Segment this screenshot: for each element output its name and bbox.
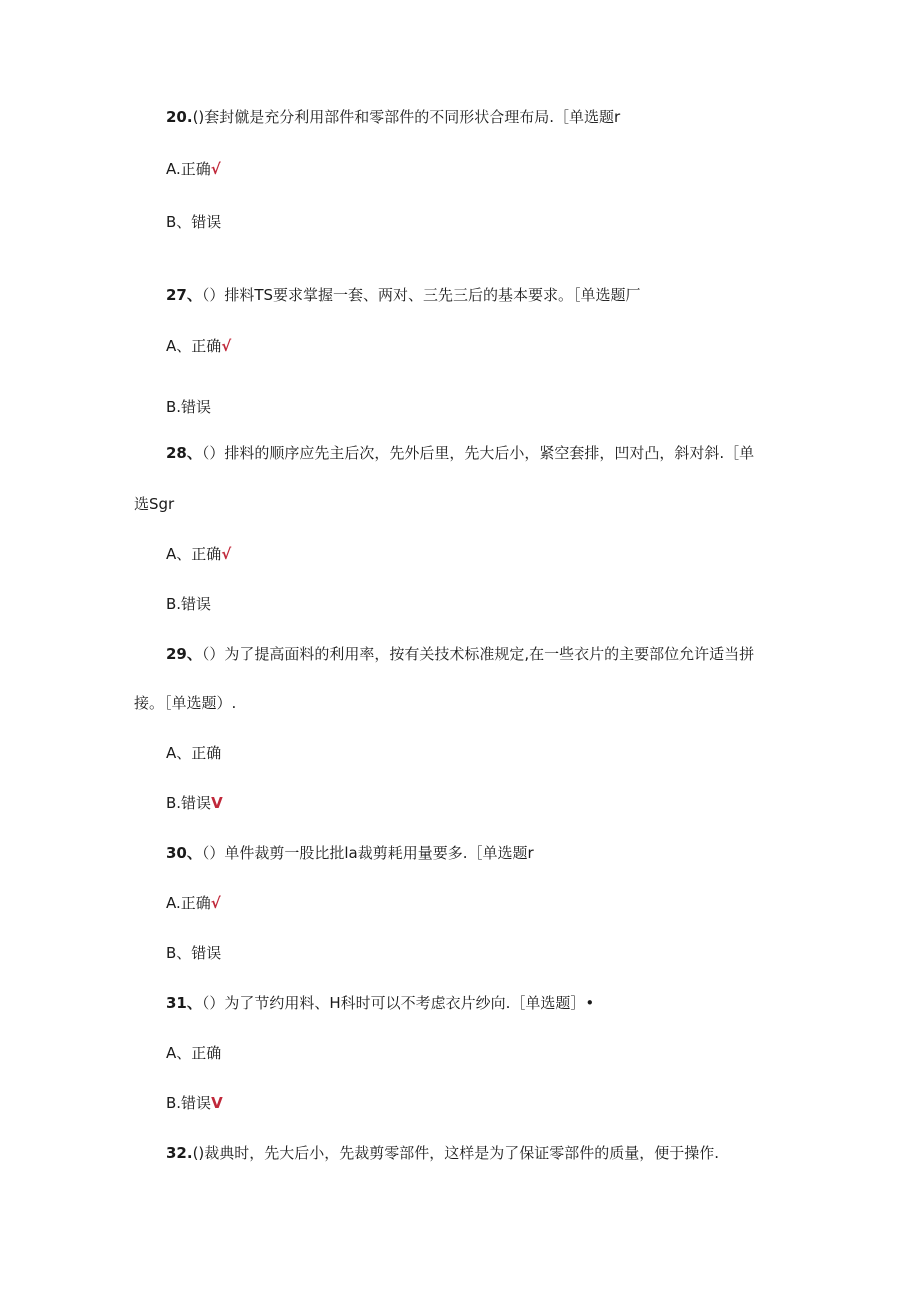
question-number: 32.	[166, 1144, 193, 1162]
option-b	[166, 1092, 223, 1114]
option-label: B.错误	[166, 794, 212, 812]
question-number: 31、	[166, 994, 202, 1012]
option-b	[166, 396, 211, 418]
option-b	[166, 211, 221, 233]
answer-check-mark: √	[210, 160, 221, 178]
question-text: ()套封僦是充分利用部件和零部件的不同形状合理布局.［单选题r	[192, 108, 621, 126]
option-label: A、正确	[166, 545, 222, 563]
option-b	[166, 942, 221, 964]
option-b	[166, 792, 223, 814]
question-27	[166, 284, 641, 306]
answer-check-mark: √	[221, 545, 232, 563]
answer-check-mark: V	[211, 794, 223, 812]
question-number: 20.	[166, 108, 193, 126]
option-a	[166, 543, 231, 565]
option-label: B、错误	[166, 944, 222, 962]
question-29	[166, 643, 754, 665]
question-text: （）单件裁剪一股比批la裁剪耗用量要多.［单选题r	[201, 844, 534, 862]
question-text-continued: 接。［单选题）.	[134, 694, 237, 712]
question-30	[166, 842, 534, 864]
question-number: 27、	[166, 286, 202, 304]
answer-check-mark: √	[210, 894, 221, 912]
option-a	[166, 892, 221, 914]
question-29-continued	[134, 692, 236, 714]
question-28	[166, 442, 754, 464]
question-28-continued	[134, 493, 174, 515]
option-label: B.错误	[166, 595, 212, 613]
answer-check-mark: √	[221, 337, 232, 355]
answer-check-mark: V	[211, 1094, 223, 1112]
question-text: （）排料的顺序应先主后次，先外后里，先大后小，紧空套排，凹对凸，斜对斜.［单	[201, 444, 755, 462]
option-a	[166, 335, 231, 357]
question-31	[166, 992, 594, 1014]
option-label: A、正确	[166, 1044, 222, 1062]
question-text: （）排料TS要求掌握一套、两对、三先三后的基本要求。［单选题厂	[201, 286, 641, 304]
question-text: （）为了提高面料的利用率，按有关技术标准规定,在一些衣片的主要部位允许适当拼	[201, 645, 755, 663]
option-a	[166, 1042, 221, 1064]
option-a	[166, 158, 221, 180]
question-number: 28、	[166, 444, 202, 462]
option-label: A、正确	[166, 744, 222, 762]
option-label: B、错误	[166, 213, 222, 231]
option-label: B.错误	[166, 1094, 212, 1112]
question-20	[166, 106, 620, 128]
question-32	[166, 1142, 719, 1164]
question-text-continued: 选Sgr	[134, 495, 175, 513]
question-number: 30、	[166, 844, 202, 862]
question-number: 29、	[166, 645, 202, 663]
question-text: （）为了节约用料、H科时可以不考虑衣片纱向.［单选题］•	[201, 994, 595, 1012]
option-label: A、正确	[166, 337, 222, 355]
option-a	[166, 742, 221, 764]
question-text: ()裁典时，先大后小，先裁剪零部件，这样是为了保证零部件的质量，便于操作.	[192, 1144, 720, 1162]
option-label: A.正确	[166, 894, 211, 912]
option-label: A.正确	[166, 160, 211, 178]
option-b	[166, 593, 211, 615]
option-label: B.错误	[166, 398, 212, 416]
